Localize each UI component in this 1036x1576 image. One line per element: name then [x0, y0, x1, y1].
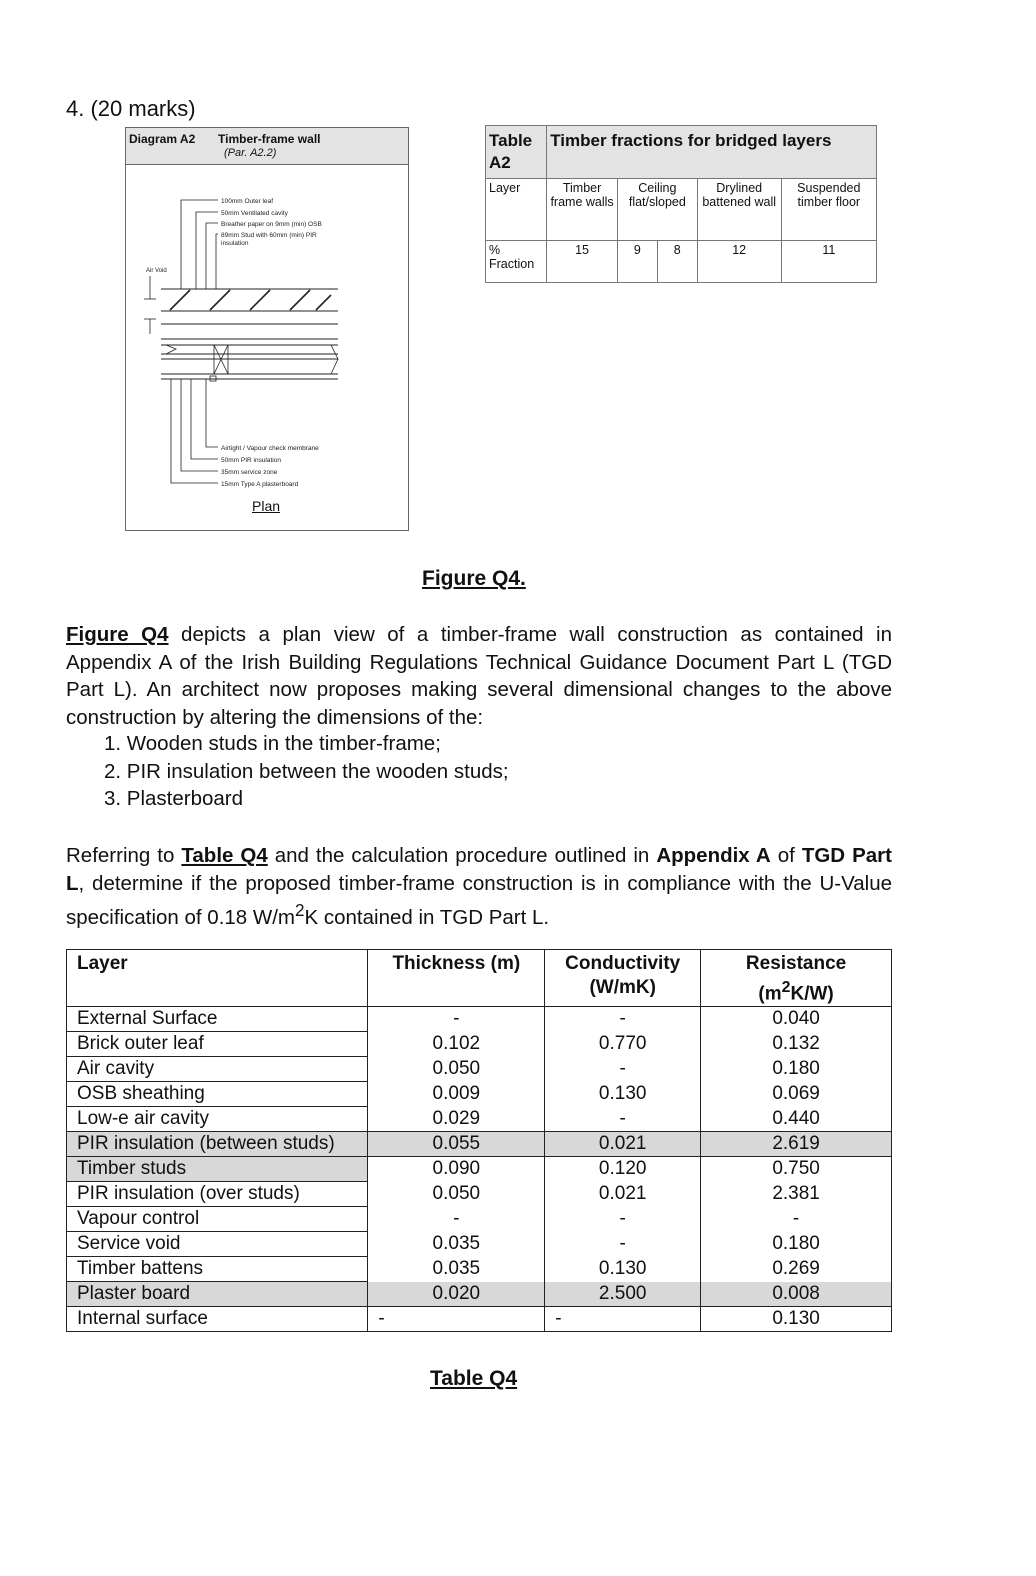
cell-thickness: 0.035 [368, 1232, 545, 1257]
table-a2-col-suspended: Suspended timber floor [781, 179, 876, 241]
cell-conductivity: 0.021 [545, 1182, 701, 1207]
cell-conductivity: 0.130 [545, 1257, 701, 1282]
cell-layer: OSB sheathing [67, 1082, 368, 1107]
table-a2-value: 11 [781, 241, 876, 283]
cell-resistance: 2.381 [701, 1182, 892, 1207]
cell-layer: PIR insulation (between studs) [67, 1132, 368, 1157]
paragraph-intro [66, 621, 892, 731]
cell-conductivity: 0.770 [545, 1032, 701, 1057]
cell-resistance: 0.132 [701, 1032, 892, 1057]
diagram-subtitle: (Par. A2.2) [224, 147, 277, 159]
bottom-leader-lines [171, 379, 218, 483]
list-item: 2. PIR insulation between the wooden studs; [104, 759, 509, 783]
figure-caption: Figure Q4. [422, 567, 526, 590]
cell-resistance: 0.269 [701, 1257, 892, 1282]
table-a2 [485, 125, 877, 283]
cell-conductivity: - [545, 1307, 701, 1332]
label-vapour-membrane: Airtight / Vapour check membrane [221, 445, 319, 452]
paragraph-task-text: of [770, 844, 802, 867]
table-a2-col-ceiling: Ceiling flat/sloped [617, 179, 697, 241]
table-q4 [66, 949, 892, 1332]
cell-layer: PIR insulation (over studs) [67, 1182, 368, 1207]
label-outer-leaf: 100mm Outer leaf [221, 198, 274, 205]
cell-layer: Brick outer leaf [67, 1032, 368, 1057]
appendix-reference: Appendix A [656, 844, 771, 867]
cell-thickness: 0.102 [368, 1032, 545, 1057]
cell-layer: Vapour control [67, 1207, 368, 1232]
wall-plan-drawing [126, 164, 408, 494]
table-a2-value: 15 [547, 241, 618, 283]
header-resistance-text: Resistance (m [745, 953, 847, 1005]
header-layer: Layer [67, 950, 368, 1007]
label-breather-paper: Breather paper on 9mm (min) OSB [221, 221, 322, 228]
paragraph-task-text: , determine if the proposed timber-frame construction is in compliance with the U-Value specification of 0.18 W/m [66, 871, 892, 929]
superscript: 2 [781, 979, 791, 996]
header-resistance-unit: K/W) [790, 983, 834, 1005]
cell-conductivity: 2.500 [545, 1282, 701, 1307]
cell-thickness: 0.035 [368, 1257, 545, 1282]
paragraph-intro-text: depicts a plan view of a timber-frame wall construction as contained in Appendix A of the Irish Building Regulations Technical Guidance Document Part L (TGD Part L). An architect now proposes making several dimensional changes to the above construction by altering the dimensions of the: [66, 623, 892, 729]
cell-resistance: 0.069 [701, 1082, 892, 1107]
cell-thickness: 0.020 [368, 1282, 545, 1307]
cell-conductivity: - [545, 1057, 701, 1082]
paragraph-task [66, 842, 892, 931]
plan-label: Plan [252, 498, 281, 514]
cell-thickness: - [368, 1307, 545, 1332]
top-labels [221, 198, 322, 247]
cell-layer: Service void [67, 1232, 368, 1257]
air-void-marker [144, 276, 156, 334]
cell-thickness: - [368, 1007, 545, 1032]
cell-thickness: - [368, 1207, 545, 1232]
diagram-title: Timber-frame wall [218, 132, 321, 146]
header-resistance [701, 950, 892, 1007]
table-a2-title: Timber fractions for bridged layers [547, 126, 877, 179]
air-void-label: Air Void [146, 268, 167, 274]
cell-conductivity: 0.130 [545, 1082, 701, 1107]
cell-thickness: 0.050 [368, 1182, 545, 1207]
cell-thickness: 0.055 [368, 1132, 545, 1157]
paragraph-task-text: Referring to [66, 844, 182, 867]
paragraph-task-text: K contained in TGD Part L. [304, 905, 550, 929]
cell-resistance: 0.180 [701, 1057, 892, 1082]
stud-and-insulation [166, 345, 338, 381]
table-a2-value: 8 [657, 241, 697, 283]
table-caption: Table Q4 [430, 1367, 518, 1390]
question-heading: 4. (20 marks) [66, 96, 196, 121]
cell-layer: Low-e air cavity [67, 1107, 368, 1132]
table-a2-col-drylined: Drylined battened wall [697, 179, 781, 241]
tgd-reference: TGD Part L [66, 844, 892, 895]
cell-layer: Timber studs [67, 1157, 368, 1182]
label-ventilated-cavity: 50mm Ventilated cavity [221, 210, 288, 217]
cell-conductivity: 0.120 [545, 1157, 701, 1182]
cell-conductivity: 0.021 [545, 1132, 701, 1157]
cell-resistance: 0.040 [701, 1007, 892, 1032]
cell-layer: External Surface [67, 1007, 368, 1032]
table-a2-value: 9 [617, 241, 657, 283]
cell-resistance: 0.180 [701, 1232, 892, 1257]
wall-layers [161, 289, 338, 379]
cell-resistance: 0.440 [701, 1107, 892, 1132]
header-conductivity: Conductivity (W/mK) [545, 950, 701, 1007]
list-item: 1. Wooden studs in the timber-frame; [104, 732, 441, 755]
cell-conductivity: - [545, 1207, 701, 1232]
cell-thickness: 0.009 [368, 1082, 545, 1107]
label-stud: 89mm Stud with 60mm (min) PIR [221, 232, 317, 239]
bottom-labels [221, 445, 319, 488]
cell-resistance: 0.008 [701, 1282, 892, 1307]
cell-thickness: 0.090 [368, 1157, 545, 1182]
table-a2-layer-label: Layer [486, 179, 547, 241]
cell-thickness: 0.050 [368, 1057, 545, 1082]
diagram-header [126, 128, 408, 165]
figure-reference: Figure Q4 [66, 623, 169, 646]
change-list [104, 730, 509, 813]
label-plasterboard: 15mm Type A plasterboard [221, 481, 299, 488]
cell-layer: Timber battens [67, 1257, 368, 1282]
table-a2-fraction-label: % Fraction [486, 241, 547, 283]
table-a2-col-timber-frame: Timber frame walls [547, 179, 618, 241]
diagram-label: Diagram A2 [129, 132, 196, 146]
cell-conductivity: - [545, 1107, 701, 1132]
cell-resistance: 0.130 [701, 1307, 892, 1332]
label-insulation: insulation [221, 240, 249, 247]
label-service-zone: 35mm service zone [221, 469, 278, 476]
label-pir-insulation: 50mm PIR insulation [221, 457, 281, 464]
diagram-a2 [125, 127, 409, 531]
cell-resistance: - [701, 1207, 892, 1232]
cell-layer: Air cavity [67, 1057, 368, 1082]
superscript: 2 [295, 901, 305, 920]
brick-hatching [170, 290, 331, 310]
cell-resistance: 0.750 [701, 1157, 892, 1182]
table-a2-label: Table A2 [486, 126, 547, 179]
header-thickness: Thickness (m) [368, 950, 545, 1007]
cell-conductivity: - [545, 1232, 701, 1257]
cell-layer: Plaster board [67, 1282, 368, 1307]
paragraph-task-text: and the calculation procedure outlined in [267, 844, 657, 867]
table-a2-value: 12 [697, 241, 781, 283]
table-reference: Table Q4 [181, 844, 268, 867]
cell-conductivity: - [545, 1007, 701, 1032]
list-item: 3. Plasterboard [104, 787, 244, 810]
top-leader-lines [181, 200, 218, 289]
cell-resistance: 2.619 [701, 1132, 892, 1157]
cell-layer: Internal surface [67, 1307, 368, 1332]
cell-thickness: 0.029 [368, 1107, 545, 1132]
